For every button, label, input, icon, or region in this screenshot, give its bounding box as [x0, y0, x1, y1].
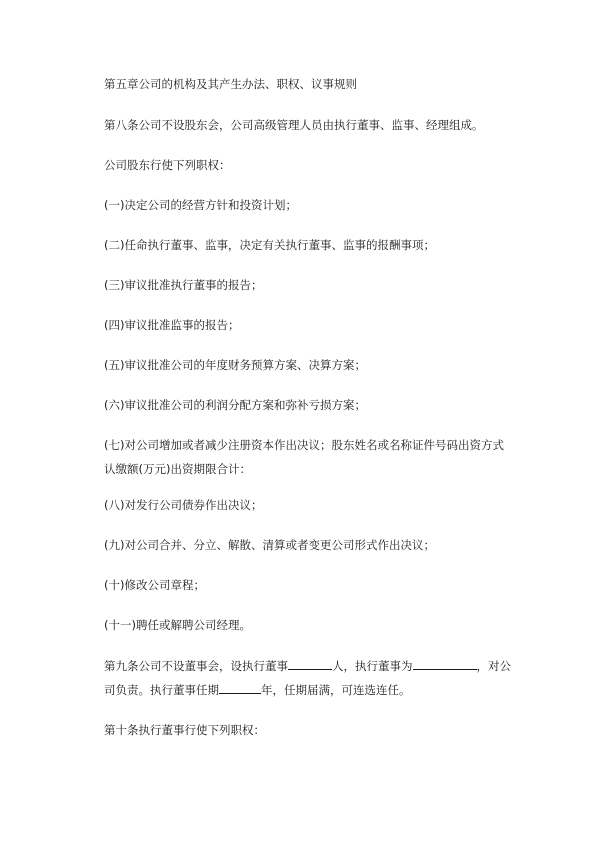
blank-line	[288, 655, 332, 670]
list-item: (三)审议批准执行董事的报告；	[104, 278, 263, 292]
article-9-text: 司负责。执行董事任期	[104, 683, 219, 697]
shareholder-powers-intro: 公司股东行使下列职权：	[104, 158, 231, 172]
list-item: (九)对公司合并、分立、解散、清算或者变更公司形式作出决议；	[104, 538, 435, 552]
blank-line	[219, 679, 261, 694]
list-item: (六)审议批准公司的利润分配方案和弥补亏损方案；	[104, 398, 366, 412]
article-9-line-2	[104, 678, 504, 702]
chapter-heading: 第五章公司的机构及其产生办法、职权、议事规则	[104, 77, 357, 91]
list-item: (四)审议批准监事的报告；	[104, 318, 240, 332]
list-item: (五)审议批准公司的年度财务预算方案、决算方案；	[104, 358, 366, 372]
list-item: (七)对公司增加或者减少注册资本作出决议；股东姓名或名称证件号码出资方式认缴额(万元)出资期限合计：	[104, 438, 504, 476]
article-8: 第八条公司不设股东会，公司高级管理人员由执行董事、监事、经理组成。	[104, 118, 484, 132]
article-9-text: 年，任期届满，可连选连任。	[261, 683, 411, 697]
list-item: (十一)聘任或解聘公司经理。	[104, 618, 251, 632]
list-item: (八)对发行公司债券作出决议；	[104, 498, 263, 512]
list-item: (一)决定公司的经营方针和投资计划；	[104, 198, 297, 212]
article-9-text: 第九条公司不设董事会，设执行董事	[104, 659, 288, 673]
list-item: (十)修改公司章程；	[104, 578, 205, 592]
article-9-line-1	[104, 654, 511, 678]
article-9-text: 人，执行董事为	[332, 659, 413, 673]
list-item: (二)任命执行董事、监事，决定有关执行董事、监事的报酬事项；	[104, 238, 435, 252]
article-9-text: ，对公	[476, 659, 511, 673]
article-10: 第十条执行董事行使下列职权：	[104, 723, 265, 737]
blank-line	[413, 655, 477, 670]
